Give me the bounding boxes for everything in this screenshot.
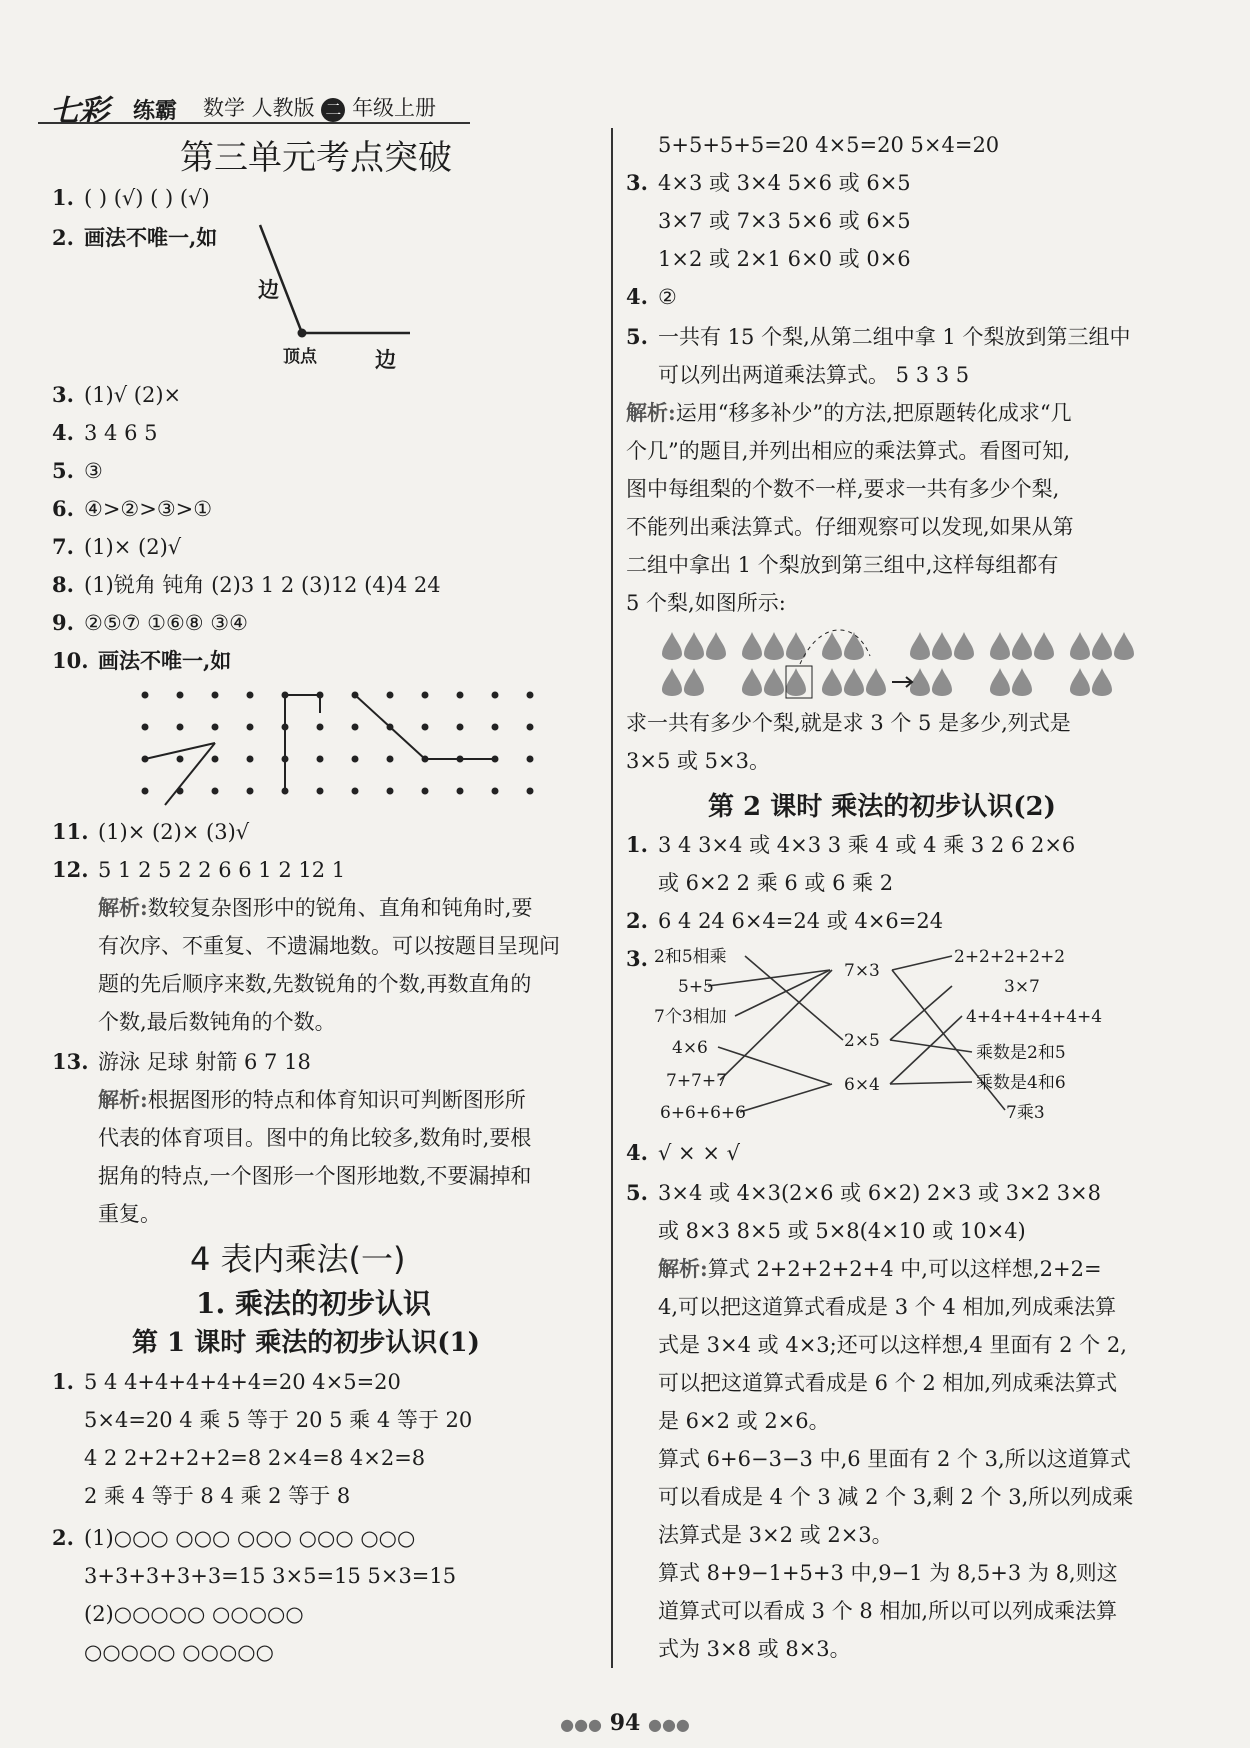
analysis-line: 5 个梨,如图所示: (626, 591, 786, 615)
grid-dot (387, 692, 394, 699)
grid-dot (142, 788, 149, 795)
answer-text: (1)× (2)× (3)√ (98, 820, 250, 844)
analysis-line: 式为 3×8 或 8×3。 (658, 1637, 851, 1661)
pear-icon (786, 632, 806, 660)
header-rule (38, 122, 470, 124)
answer-text: 可以列出两道乘法算式。 5 3 3 5 (658, 363, 970, 387)
analysis-line: 解析:算式 2+2+2+2+4 中,可以这样想,2+2= (658, 1256, 1102, 1281)
pear-icon (662, 668, 682, 696)
pear-icon (1070, 668, 1090, 696)
answer-text: 6 4 24 6×4=24 或 4×6=24 (658, 909, 944, 933)
pear-icon (822, 632, 842, 660)
grid-dot (177, 692, 184, 699)
grid-dot (177, 724, 184, 731)
match-item: 2和5相乘 (654, 947, 727, 967)
angle-label-side: 边 (258, 277, 279, 302)
answer-text: 或 6×2 2 乘 6 或 6 乘 2 (658, 871, 894, 895)
match-item: 7个3相加 (654, 1007, 727, 1027)
angle-label-vertex: 顶点 (283, 347, 317, 367)
analysis-line: 图中每组梨的个数不一样,要求一共有多少个梨, (626, 477, 1060, 501)
grade-badge: 二 (321, 98, 345, 122)
grid-dot (527, 756, 534, 763)
dots-decoration: ●●● (560, 1715, 603, 1734)
pear-icon (954, 632, 974, 660)
match-item: 4+4+4+4+4+4 (966, 1007, 1103, 1027)
answer-text: (1)× (2)√ (84, 535, 182, 559)
analysis-line: 个几”的题目,并列出相应的乘法算式。看图可知, (626, 439, 1071, 463)
answer-text: 画法不唯一,如 (98, 648, 232, 673)
item-number: 5. (52, 458, 74, 483)
answer-text: ② (658, 285, 677, 309)
analysis-line: 题的先后顺序来数,先数锐角的个数,再数直角的 (98, 972, 532, 996)
pear-icon (1092, 632, 1112, 660)
answer-text: ②⑤⑦ ①⑥⑧ ③④ (84, 611, 248, 635)
analysis-line: 可以把这道算式看成是 6 个 2 相加,列成乘法算式 (658, 1371, 1118, 1395)
item-number: 7. (52, 534, 74, 559)
answer-text: (1)√ (2)× (84, 383, 182, 407)
answer-text: (1)○○○ ○○○ ○○○ ○○○ ○○○ (84, 1526, 416, 1550)
pear-icon (866, 668, 886, 696)
answer-text: 2 乘 4 等于 8 4 乘 2 等于 8 (84, 1484, 351, 1508)
match-item: 7+7+7 (666, 1071, 727, 1091)
dot-grid-diagram (130, 680, 560, 810)
grid-dot (247, 692, 254, 699)
grid-dot (247, 788, 254, 795)
pear-icon (822, 668, 842, 696)
pear-icon (910, 632, 930, 660)
arrow-right-icon (892, 677, 912, 687)
answer-text: ③ (84, 459, 103, 483)
analysis-line: 求一共有多少个梨,就是求 3 个 5 是多少,列式是 (626, 711, 1071, 735)
brand-logo-suffix: 练霸 (133, 98, 178, 124)
match-item: 4×6 (672, 1038, 708, 1058)
pear-icon (844, 668, 864, 696)
pear-icon (1092, 668, 1112, 696)
grid-dot (527, 724, 534, 731)
answer-text: 画法不唯一,如 (84, 225, 218, 250)
grid-dot (492, 724, 499, 731)
analysis-line: 算式 6+6−3−3 中,6 里面有 2 个 3,所以这道算式 (658, 1447, 1131, 1471)
subsection-title: 1. 乘法的初步认识 (196, 1287, 431, 1320)
pear-icon (742, 668, 762, 696)
dots-decoration: ●●● (647, 1715, 690, 1734)
analysis-line: 重复。 (98, 1202, 161, 1226)
pear-icon (932, 668, 952, 696)
grid-dot (527, 692, 534, 699)
answer-text: ○○○○○ ○○○○○ (84, 1640, 274, 1664)
pear-icon (1034, 632, 1054, 660)
pear-icon (684, 632, 704, 660)
match-item: 7乘3 (1006, 1103, 1045, 1123)
match-item: 6×4 (844, 1075, 880, 1095)
pear-icon (1012, 632, 1032, 660)
match-item: 2+2+2+2+2 (954, 947, 1066, 967)
item-number: 1. (52, 185, 74, 210)
analysis-line: 可以看成是 4 个 3 减 2 个 3,剩 2 个 3,所以列成乘 (658, 1485, 1134, 1509)
grid-dot (492, 692, 499, 699)
item-number: 8. (52, 572, 74, 597)
match-item: 5+5 (678, 977, 714, 997)
pear-icon (706, 632, 726, 660)
analysis-line: 代表的体育项目。图中的角比较多,数角时,要根 (98, 1126, 532, 1150)
grid-dot (422, 692, 429, 699)
answer-text: √ × × √ (658, 1141, 740, 1165)
grid-dot (247, 756, 254, 763)
answer-text: 3×7 或 7×3 5×6 或 6×5 (658, 209, 911, 233)
analysis-line: 4,可以把这道算式看成是 3 个 4 相加,列成乘法算 (658, 1295, 1117, 1319)
analysis-line: 不能列出乘法算式。仔细观察可以发现,如果从第 (626, 515, 1074, 539)
column-divider (611, 128, 613, 1668)
analysis-line: 解析:根据图形的特点和体育知识可判断图形所 (98, 1087, 526, 1112)
analysis-line: 道算式可以看成 3 个 8 相加,所以可以列成乘法算 (658, 1599, 1118, 1623)
lesson-title: 第 1 课时 乘法的初步认识(1) (132, 1328, 480, 1358)
grid-dot (352, 788, 359, 795)
pear-icon (1070, 632, 1090, 660)
answer-text: 1×2 或 2×1 6×0 或 0×6 (658, 247, 911, 271)
pear-icon (844, 632, 864, 660)
pear-icon (684, 668, 704, 696)
answer-text: 5+5+5+5=20 4×5=20 5×4=20 (658, 133, 1000, 157)
analysis-line: 个数,最后数钝角的个数。 (98, 1010, 336, 1034)
item-number: 4. (52, 420, 74, 445)
brand-logo: 七彩 (50, 94, 108, 129)
match-item: 乘数是2和5 (976, 1043, 1066, 1063)
grid-dot (212, 692, 219, 699)
grid-dot (317, 788, 324, 795)
analysis-line: 是 6×2 或 2×6。 (658, 1409, 830, 1433)
grid-dot (317, 724, 324, 731)
analysis-line: 3×5 或 5×3。 (626, 749, 770, 773)
analysis-line: 式是 3×4 或 4×3;还可以这样想,4 里面有 2 个 2, (658, 1333, 1127, 1357)
analysis-line: 法算式是 3×2 或 2×3。 (658, 1523, 893, 1547)
item-number: 2. (52, 225, 74, 250)
grid-dot (387, 788, 394, 795)
grid-dot (492, 788, 499, 795)
grid-dot (457, 692, 464, 699)
item-number: 13. (52, 1049, 89, 1074)
pear-icon (662, 632, 682, 660)
grid-line (355, 695, 425, 759)
item-number: 9. (52, 610, 74, 635)
grid-dot (177, 756, 184, 763)
answer-text: 4×3 或 3×4 5×6 或 6×5 (658, 171, 911, 195)
grid-dot (527, 788, 534, 795)
answer-text: 5 4 4+4+4+4+4=20 4×5=20 (84, 1370, 401, 1394)
pear-icon (764, 632, 784, 660)
answer-text: 3 4 6 5 (84, 421, 158, 445)
answer-text: 3 4 3×4 或 4×3 3 乘 4 或 4 乘 3 2 6 2×6 (658, 833, 1076, 857)
answer-text: ( ) (√) ( ) (√) (84, 186, 210, 210)
match-item: 2×5 (844, 1031, 880, 1051)
grid-dot (457, 724, 464, 731)
pear-icon (1012, 668, 1032, 696)
item-number: 12. (52, 857, 89, 882)
grid-dot (387, 756, 394, 763)
answer-text: 一共有 15 个梨,从第二组中拿 1 个梨放到第三组中 (658, 325, 1131, 349)
chapter-title: 4 表内乘法(一) (190, 1240, 406, 1278)
analysis-line: 算式 8+9−1+5+3 中,9−1 为 8,5+3 为 8,则这 (658, 1561, 1118, 1585)
item-number: 6. (52, 496, 74, 521)
answer-text: (2)○○○○○ ○○○○○ (84, 1602, 304, 1626)
lesson-title: 第 2 课时 乘法的初步认识(2) (708, 792, 1056, 822)
answer-text: 5×4=20 4 乘 5 等于 20 5 乘 4 等于 20 (84, 1408, 473, 1432)
match-item: 6+6+6+6 (660, 1103, 746, 1123)
pear-icon (742, 632, 762, 660)
item-number: 11. (52, 819, 89, 844)
section-title: 第三单元考点突破 (180, 138, 452, 178)
answer-text: 游泳 足球 射箭 6 7 18 (98, 1050, 311, 1074)
match-item: 乘数是4和6 (976, 1073, 1066, 1093)
analysis-line: 解析:数较复杂图形中的锐角、直角和钝角时,要 (98, 895, 533, 920)
grid-dot (142, 724, 149, 731)
grid-dot (212, 788, 219, 795)
grid-dot (317, 756, 324, 763)
analysis-line: 有次序、不重复、不遗漏地数。可以按题目呈现问 (98, 934, 560, 958)
grid-dot (352, 756, 359, 763)
item-number: 10. (52, 648, 89, 673)
grid-dot (422, 724, 429, 731)
answer-text: (1)锐角 钝角 (2)3 1 2 (3)12 (4)4 24 (84, 573, 441, 597)
match-item: 3×7 (1004, 977, 1040, 997)
header-subject: 数学 人教版 二 年级上册 (203, 96, 437, 120)
pear-icon (786, 668, 806, 696)
pear-icon (990, 668, 1010, 696)
answer-text: 3+3+3+3+3=15 3×5=15 5×3=15 (84, 1564, 457, 1588)
grid-dot (457, 788, 464, 795)
pear-icon (932, 632, 952, 660)
grid-dot (142, 692, 149, 699)
answer-text: 4 2 2+2+2+2=8 2×4=8 4×2=8 (84, 1446, 426, 1470)
pear-icon (764, 668, 784, 696)
answer-text: 5 1 2 5 2 2 6 6 1 2 12 1 (98, 858, 346, 882)
grid-dot (422, 788, 429, 795)
grid-dot (247, 724, 254, 731)
pear-icon (1114, 632, 1134, 660)
page-number: ●●● 94 ●●● (560, 1710, 690, 1736)
grid-dot (352, 724, 359, 731)
grid-dot (212, 724, 219, 731)
answer-text: 或 8×3 8×5 或 5×8(4×10 或 10×4) (658, 1219, 1026, 1243)
answer-text: 3×4 或 4×3(2×6 或 6×2) 2×3 或 3×2 3×8 (658, 1181, 1102, 1205)
angle-label-side: 边 (375, 347, 396, 372)
match-item: 7×3 (844, 961, 880, 981)
analysis-line: 解析:运用“移多补少”的方法,把原题转化成求“几 (626, 400, 1072, 425)
grid-dot (212, 756, 219, 763)
answer-text: ④>②>③>① (84, 497, 213, 521)
analysis-line: 据角的特点,一个图形一个图形地数,不要漏掉和 (98, 1164, 532, 1188)
analysis-line: 二组中拿出 1 个梨放到第三组中,这样每组都有 (626, 553, 1059, 577)
page-header (38, 80, 470, 129)
pear-diagram (660, 626, 1210, 706)
pear-icon (990, 632, 1010, 660)
item-number: 3. (52, 382, 74, 407)
